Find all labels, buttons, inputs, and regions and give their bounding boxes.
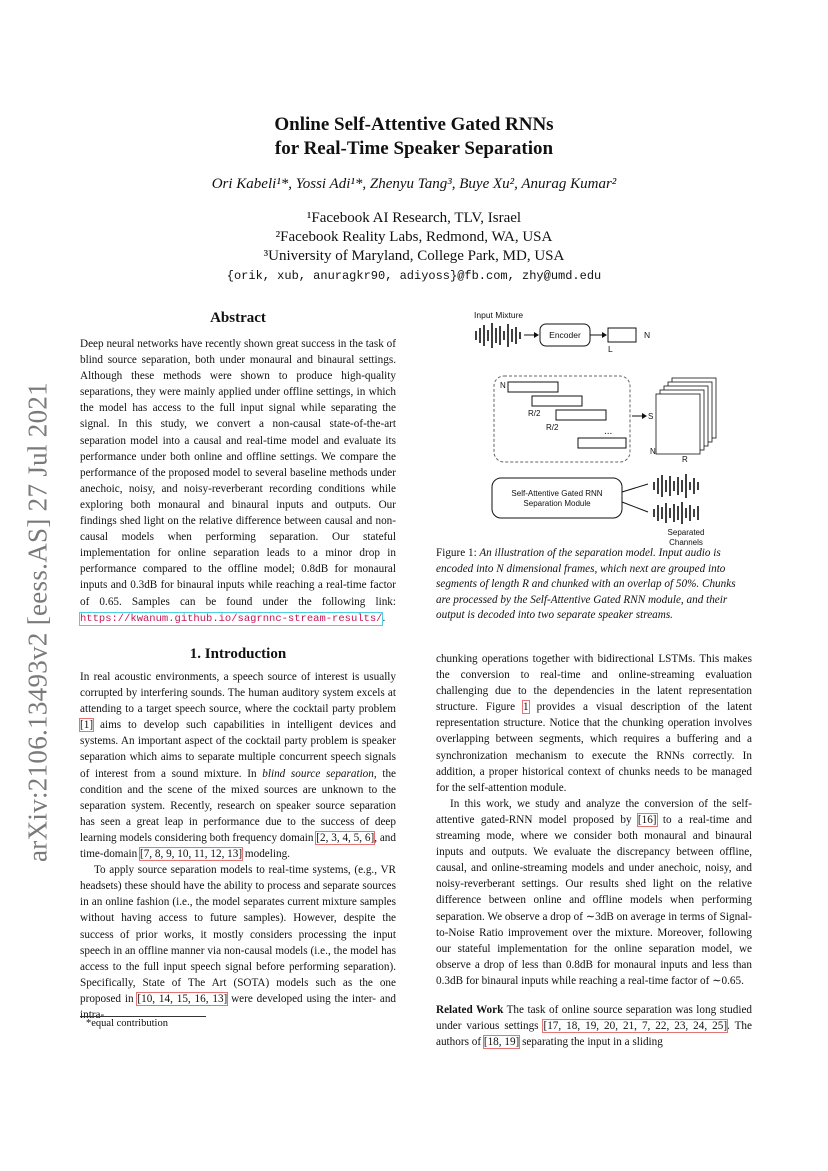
caption-text-b: dimensional frames, which next are grouped into segments of length (436, 562, 726, 590)
figure-label: Figure 1: (436, 547, 477, 559)
input-arrow-head (534, 332, 539, 338)
intro-p1-text-b: aims to develop such capabilities in intelligent devices and systems. An important aspect of the cocktail party problem is speaker separation which aims to separate multiple concurrent speech signals of interest from a sound mixture. In (80, 719, 396, 780)
output-waveform-icon (654, 502, 698, 524)
latent-l-label: L (608, 344, 613, 354)
separation-module-block (492, 478, 622, 518)
intro-p2-text-a: To apply source separation models to real-time systems, (e.g., VR headsets) these should have the ability to process and separate sources in an online fashion (i.e., the model separates current mixture samples without having access to future samples). However, despite the success of prior works, it mostly considers processing the input speech in an offline manner via non-causal models (i.e., the model has access to the full input speech signal before performing separation). Specifically, State of The Art (SOTA) models such as the one proposed in (80, 864, 396, 1005)
figure-reference-link[interactable]: 1 (523, 701, 529, 714)
intro-p1-text-c: , the condition and the scene of the mixed sources are unknown to the separation system. Recently, research on speaker source separation has seen a great leap in performance due to the success of deep learning models considering both frequency domain (80, 767, 397, 844)
intro-emphasis: blind source separation (262, 767, 374, 780)
output-arrow-2 (622, 502, 648, 512)
citation-link[interactable]: [16] (637, 813, 657, 826)
chunk-last (578, 438, 626, 448)
arxiv-sidebar (18, 372, 58, 872)
latent-frame-block (608, 328, 636, 342)
footnote-divider (80, 1016, 206, 1017)
related-text-b: . The authors of (436, 1020, 752, 1049)
overlap-label-1: R/2 (528, 409, 541, 418)
input-mixture-label: Input Mixture (474, 310, 524, 320)
samples-link[interactable]: https://kwanum.github.io/sagrnnc-stream-results/ (80, 612, 383, 625)
chunk-2 (532, 396, 582, 406)
citation-link[interactable]: [7, 8, 9, 10, 11, 12, 13] (139, 848, 243, 861)
affiliation-1: ¹Facebook AI Research, TLV, Israel (306, 210, 522, 226)
introduction-body (80, 669, 396, 1023)
chunk-n-label: N (500, 381, 506, 390)
separation-module-line2: Separation Module (523, 499, 591, 508)
abstract-text: Deep neural networks have recently shown great success in the task of blind source separation, both under monaural and binaural settings. Although these methods were shown to produce high-quality separations, they were mainly applied under offline settings, in which the model has access to the full input signal while separating the signal. In this study, we convert a non-causal state-of-the-art separation model into a causal and real-time model and evaluate its performance under both online and offline settings. We compare the performance of the proposed model to several baseline methods under anechoic, noisy, and noisy-reverberant recording conditions while exploring both monaural and binaural inputs and outputs. Our findings shed light on the relative difference between causal and non-causal models when performing separation. Our stateful implementation for online separation leads to a minor drop in performance compared to the offline model; 0.8dB for monaural inputs and 0.3dB for binaural inputs while reaching a real-time factor of 0.65. Samples can be found under the following link: (80, 338, 396, 608)
output-arrow-1 (622, 484, 648, 492)
chunked-tensor-stack (656, 378, 716, 454)
abstract-body: Deep neural networks have recently shown great success in the task of blind source separation, both under monaural and binaural settings. Although these methods were shown to produce high-quality separations, they were mainly applied under offline settings, in which the model has access to the full input signal while separating the signal. In this study, we convert a non-causal state-of-the-art separation model into a causal and real-time model and evaluate its performance under both online and offline settings. We compare the performance of the proposed model to several baseline methods under anechoic, noisy, and noisy-reverberant recording conditions while exploring both monaural and binaural inputs and outputs. Our findings shed light on the relative difference between causal and non-causal models when performing separation. Our stateful implementation for online separation leads to a minor drop in performance compared to the offline model; 0.8dB for monaural inputs and 0.3dB for binaural inputs while reaching a real-time factor of 0.65. Samples can be found under the following link: https://kwanum.github.io/sagrnnc-stream-results/. (80, 338, 396, 625)
introduction-heading: 1. Introduction (189, 646, 287, 662)
chunk-1 (508, 382, 558, 392)
right-p2-text-b: to a real-time and streaming mode, where we consider both monaural and binaural inputs and outputs. We evaluate the discrepancy between offline, causal, and online-streaming models and under anechoic, noisy, and noisy-reverberant settings. Our results shed light on the relative difference between online and offline models when performing separation. We observe a drop of ∼3dB on average in terms of Signal-to-Noise Ratio improvement over the mixture. Moreover, following our stateful implementation for the online separation model, we observe a drop of less than 0.8dB for monaural inputs and less than 0.3dB for binaural inputs while reaching a real-time factor of ∼0.65. (436, 813, 752, 987)
separated-label-line1: Separated (667, 528, 705, 537)
tensor-n-label: N (650, 447, 656, 456)
affiliation-3: ³University of Maryland, College Park, MD, USA (263, 248, 565, 264)
citation-link[interactable]: [2, 3, 4, 5, 6] (316, 831, 375, 844)
author-emails: {orik, xub, anuragkr90, adiyoss}@fb.com, zhy@umd.edu (226, 269, 602, 283)
overlap-label-2: R/2 (546, 423, 559, 432)
tensor-r-label: R (682, 455, 688, 464)
separation-module-line1: Self-Attentive Gated RNN (511, 489, 603, 498)
citation-link[interactable]: [18, 19] (483, 1036, 520, 1049)
footnote: *equal contribution (86, 1018, 168, 1029)
arxiv-identifier: arXiv:2106.13493v2 [eess.AS] 27 Jul 2021 (22, 382, 53, 862)
citation-link[interactable]: [1] (80, 719, 94, 732)
intro-p1-text-e: modeling. (242, 848, 290, 861)
output-waveform-icon (654, 474, 698, 498)
tensor-s-label: S (648, 412, 654, 421)
citation-link[interactable]: [17, 18, 19, 20, 21, 7, 22, 23, 24, 25] (543, 1020, 728, 1033)
intro-p2-text-b: were developed using the inter- and intra- (80, 992, 397, 1021)
separated-label-line2: Channels (669, 538, 703, 546)
related-work-heading: Related Work (436, 1003, 504, 1016)
figure-caption (436, 546, 752, 624)
caption-var-r: R (522, 578, 529, 590)
right-p1-text-a: chunking operations together with bidirectional LSTMs. This makes the conversion to real-time and online-streaming evaluation challenging due to the dependencies in the latent representation structure. Figure (436, 653, 752, 714)
citation-link[interactable]: [10, 14, 15, 16, 13] (137, 992, 228, 1005)
intro-p1-text-a: In real acoustic environments, a speech source of interest is usually corrupted by interfering sounds. The human auditory system excels at attending to a target speech source, where the cocktail party problem (80, 671, 396, 716)
author-list: Ori Kabeli¹*, Yossi Adi¹*, Zhenyu Tang³, Buye Xu², Anurag Kumar² (211, 176, 617, 192)
right-p1-text-b: provides a visual description of the latent representation structure. Notice that the chunking operation involves overlapping between segments, which requires a buffering and a synchronization mechanism to execute the RNNs correctly. In addition, a proper historical context of chunks needs to be managed for the self-attention module. (436, 701, 752, 794)
abstract-heading: Abstract (210, 310, 266, 326)
caption-text-c: and chunked with an overlap of 50%. Chunks are processed by the Self-Attentive Gated RNN module, and their output is decoded into two separate speaker streams. (436, 578, 736, 621)
right-column-body (436, 651, 752, 1050)
input-waveform-icon (476, 323, 520, 348)
related-text-c: separating the input in a sliding (519, 1036, 663, 1049)
encoder-label: Encoder (549, 330, 581, 340)
tensor-arrow-head (642, 413, 647, 419)
caption-text-a: An illustration of the separation model. Input audio is encoded into (436, 547, 721, 575)
separation-model-diagram (436, 306, 752, 546)
chunk-ellipsis: ... (604, 426, 613, 437)
encoder-arrow-head (602, 332, 607, 338)
latent-n-label: N (644, 330, 651, 340)
right-p2-text-a: In this work, we study and analyze the conversion of the self-attentive gated-RNN model proposed by (436, 797, 752, 826)
paper-title-line1: Online Self-Attentive Gated RNNs (274, 114, 554, 135)
caption-var-n: N (496, 562, 504, 575)
related-text-a: The task of online source separation was long studied under various settings (436, 1003, 752, 1033)
intro-p1-text-d: , and time-domain (80, 831, 396, 861)
affiliation-2: ²Facebook Reality Labs, Redmond, WA, USA (275, 229, 553, 245)
paper-title-line2: for Real-Time Speaker Separation (274, 138, 554, 159)
chunk-3 (556, 410, 606, 420)
